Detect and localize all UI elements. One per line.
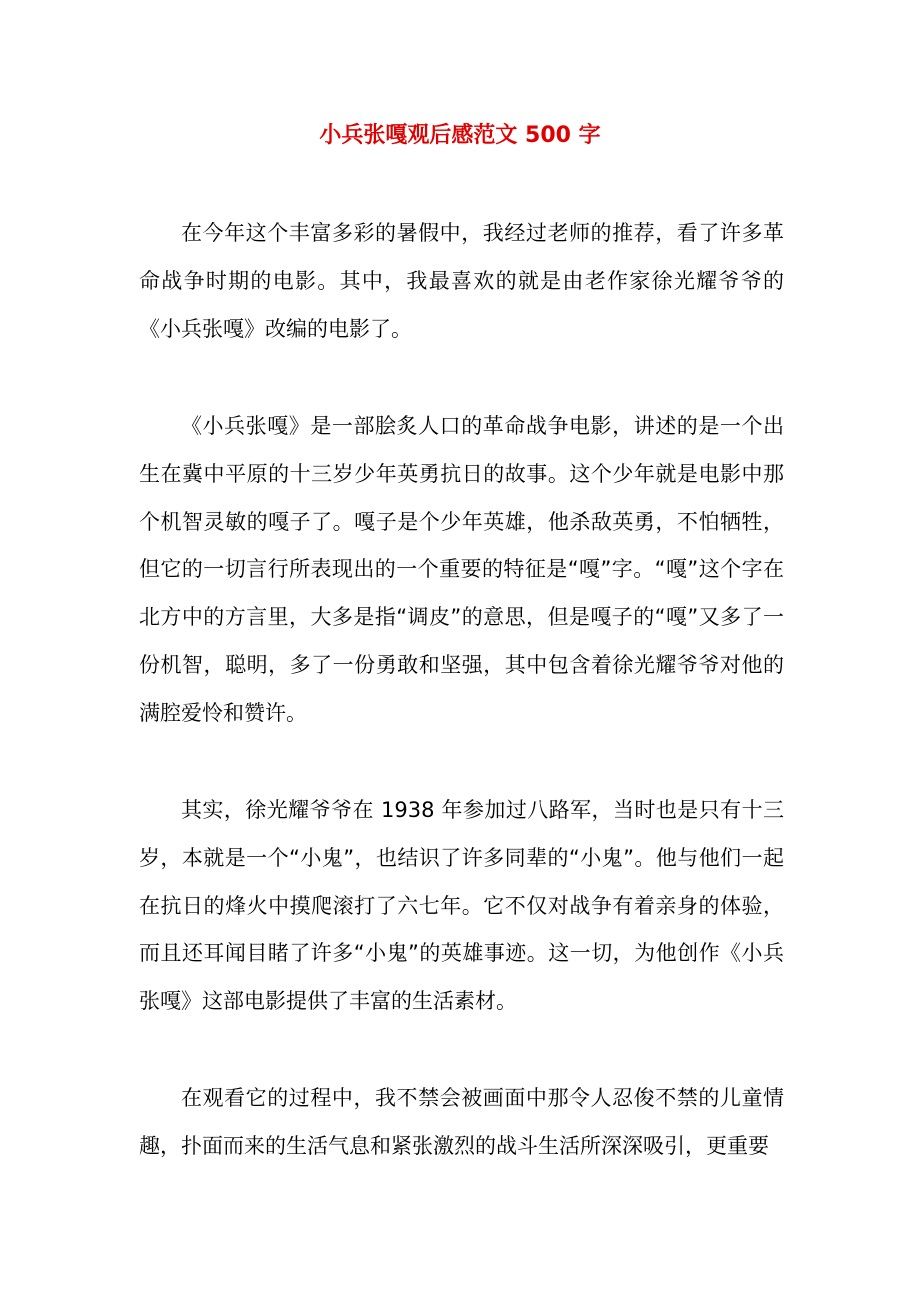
document-title: 小兵张嘎观后感范文 500 字 [319, 123, 601, 148]
paragraph-3: 其实，徐光耀爷爷在 1938 年参加过八路军，当时也是只有十三岁，本就是一个“小鬼”，也结识了许多同辈的“小鬼”。他与他们一起在抗日的烽火中摸爬滚打了六七年。它不仅对战争有着亲身的体验，而且还耳闻目睹了许多“小鬼”的英雄事迹。这一切，为他创作《小兵张嘎》这部电影提供了丰富的生活素材。 [139, 798, 784, 1014]
paragraph-1: 在今年这个丰富多彩的暑假中，我经过老师的推荐，看了许多革命战争时期的电影。其中，我最喜欢的就是由老作家徐光耀爷爷的《小兵张嘎》改编的电影了。 [139, 221, 784, 341]
paragraph-4: 在观看它的过程中，我不禁会被画面中那令人忍俊不禁的儿童情趣，扑面而来的生活气息和紧张激烈的战斗生活所深深吸引，更重要 [139, 1086, 784, 1158]
paragraph-2: 《小兵张嘎》是一部脍炙人口的革命战争电影，讲述的是一个出生在冀中平原的十三岁少年英勇抗日的故事。这个少年就是电影中那个机智灵敏的嘎子了。嘎子是个少年英雄，他杀敌英勇，不怕牺牲，但它的一切言行所表现出的一个重要的特征是“嘎”字。“嘎”这个字在北方中的方言里，大多是指“调皮”的意思，但是嘎子的“嘎”又多了一份机智，聪明，多了一份勇敢和坚强，其中包含着徐光耀爷爷对他的满腔爱怜和赞许。 [139, 414, 784, 725]
